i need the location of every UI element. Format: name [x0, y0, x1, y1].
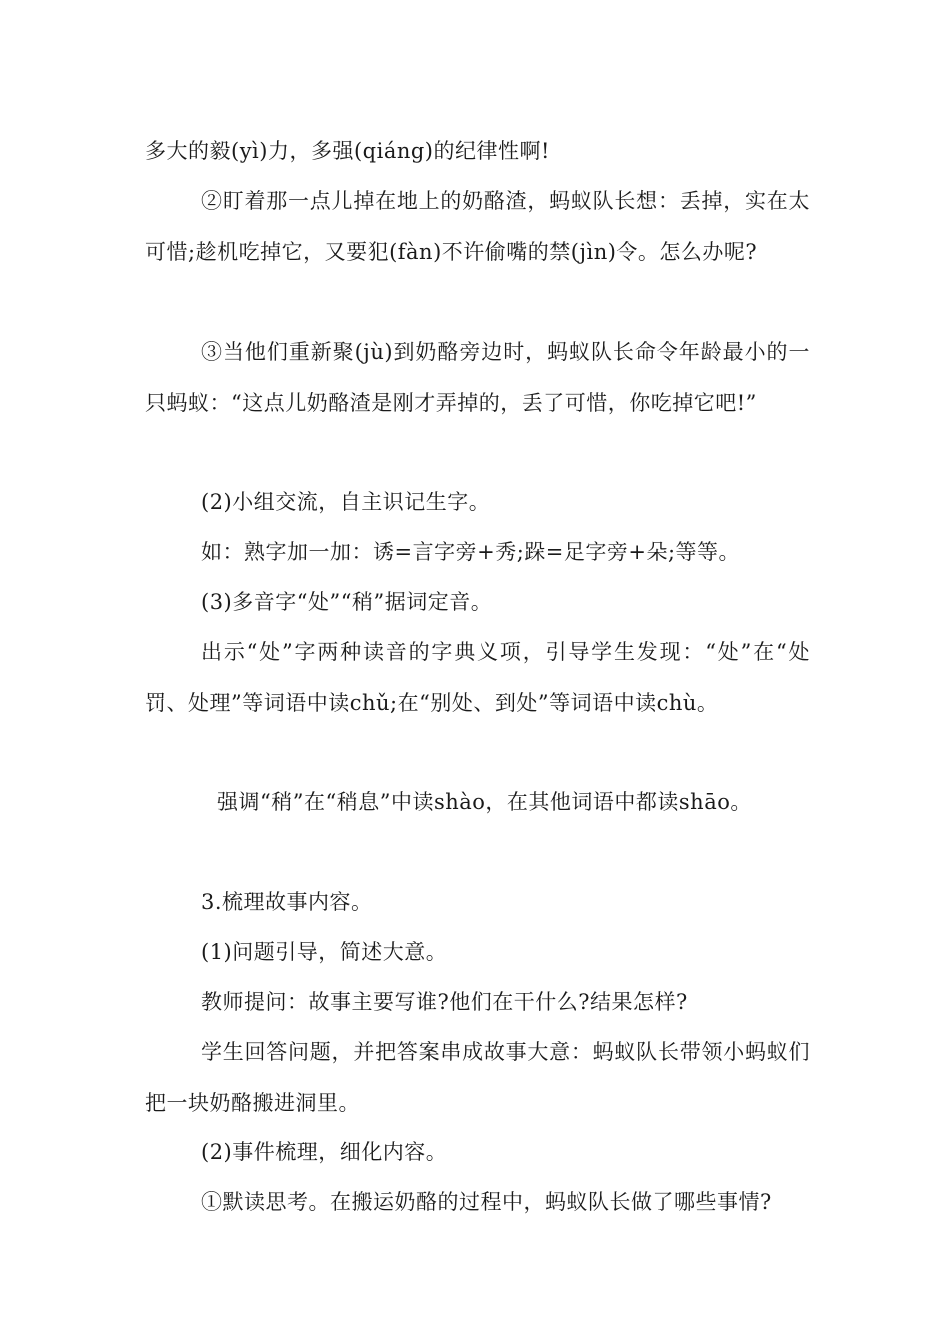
paragraph-silent-reading: ①默读思考。在搬运奶酪的过程中，蚂蚁队长做了哪些事情?	[201, 1190, 772, 1214]
paragraph-point-2: ②盯着那一点儿掉在地上的奶酪渣，蚂蚁队长想：丢掉，实在太可惜;趁机吃掉它，又要犯(fàn)不许偷嘴的禁(jìn)令。怎么办呢?	[145, 189, 810, 264]
paragraph-shao-explanation: 强调“稍”在“稍息”中读shào，在其他词语中都读shāo。	[217, 790, 752, 814]
paragraph-event-sorting: (2)事件梳理，细化内容。	[201, 1140, 448, 1164]
paragraph-point-3: ③当他们重新聚(jù)到奶酪旁边时，蚂蚁队长命令年龄最小的一只蚂蚁：“这点儿奶酪渣是刚才弄掉的，丢了可惜，你吃掉它吧!”	[145, 340, 810, 415]
paragraph-example: 如：熟字加一加：诱=言字旁+秀;跺=足字旁+朵;等等。	[201, 540, 741, 564]
paragraph-student-answer: 学生回答问题，并把答案串成故事大意：蚂蚁队长带领小蚂蚁们把一块奶酪搬进洞里。	[145, 1040, 810, 1115]
paragraph-group-exchange: (2)小组交流，自主识记生字。	[201, 490, 491, 514]
paragraph-teacher-question: 教师提问：故事主要写谁?他们在干什么?结果怎样?	[201, 990, 688, 1014]
paragraph-chu-explanation: 出示“处”字两种读音的字典义项，引导学生发现：“处”在“处罚、处理”等词语中读chǔ;在“别处、到处”等词语中读chù。	[145, 640, 810, 715]
paragraph-polyphone-heading: (3)多音字“处”“稍”据词定音。	[201, 590, 493, 614]
paragraph-continuation: 多大的毅(yì)力，多强(qiáng)的纪律性啊!	[145, 139, 550, 163]
paragraph-question-guide: (1)问题引导，简述大意。	[201, 940, 448, 964]
section-heading-story: 3.梳理故事内容。	[201, 890, 373, 914]
